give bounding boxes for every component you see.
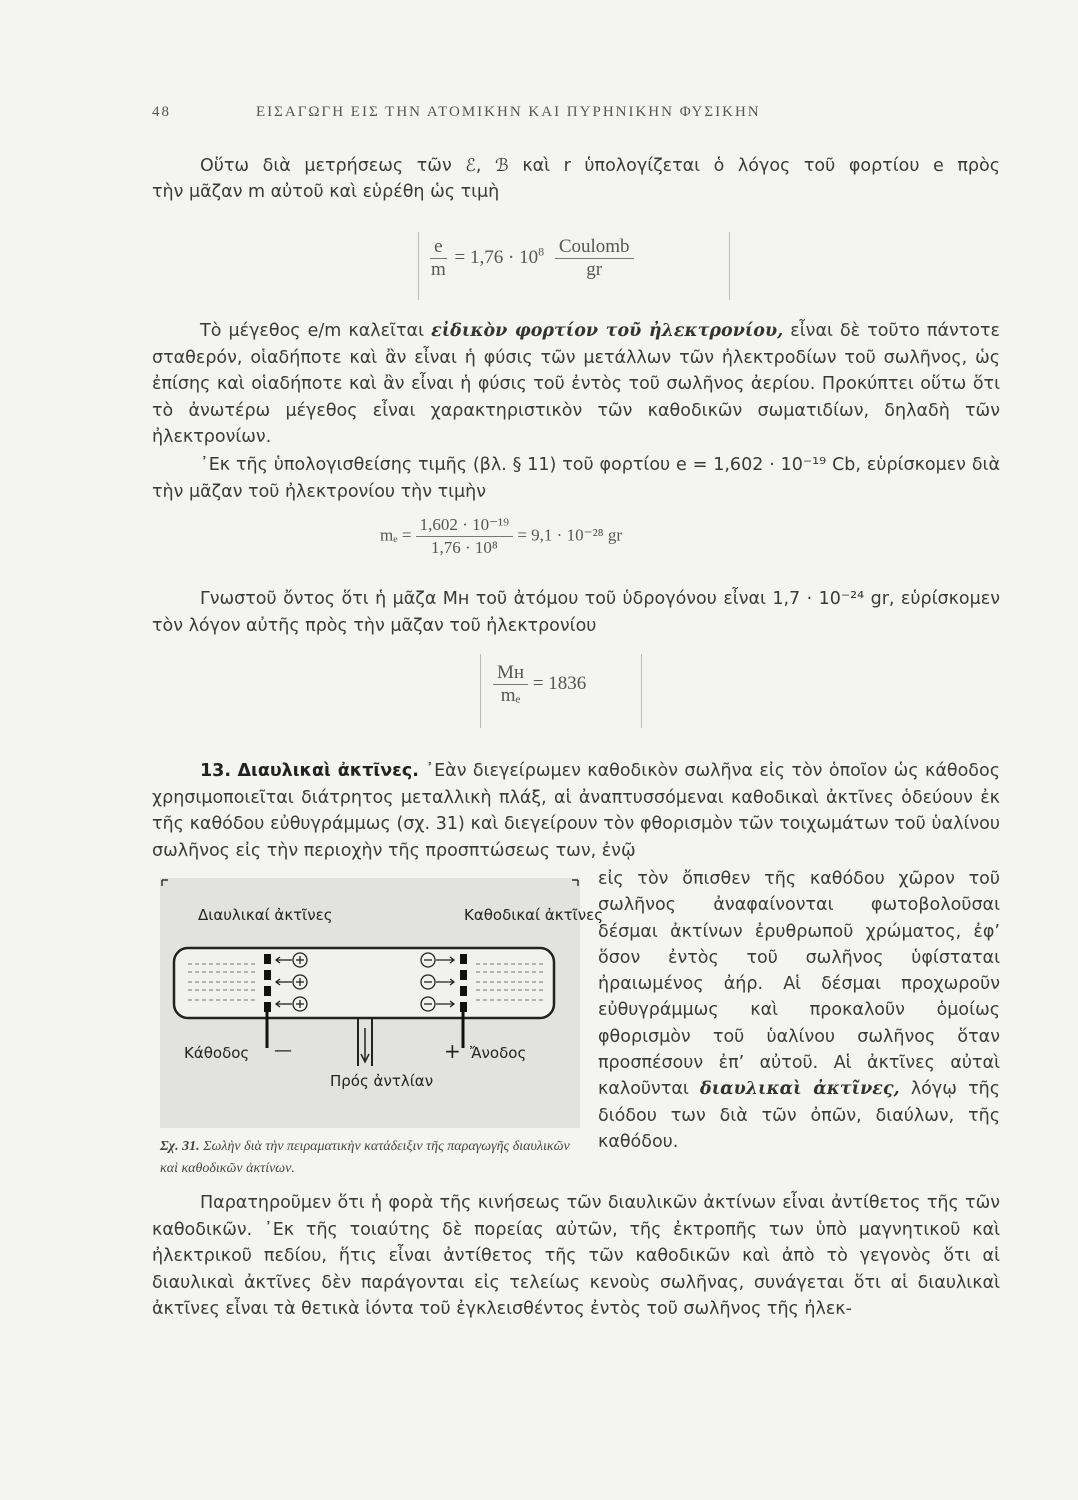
eq2-rhs: = 9,1 · 10⁻²⁸ gr [517, 525, 622, 545]
fraction-ratio [493, 662, 528, 707]
eq1-exp: 8 [538, 244, 545, 259]
eq3-num: Mн [493, 662, 528, 685]
para3: ᾿Εκ τῆς ὑπολογισθείσης τιμῆς (βλ. § 11) τοῦ φορτίου e = 1,602 · 10⁻¹⁹ Cb, εὑρίσκομεν διὰ τὴν μᾶζαν τοῦ ἠλεκτρονίου τὴν τιμὴν [152, 455, 1000, 502]
para1-line2: τὴν μᾶζαν m αὐτοῦ καὶ εὑρέθη ὡς τιμὴ [152, 182, 500, 202]
side-text-2: λόγῳ τῆς διόδου των διὰ τῶν ὀπῶν, διαύλων, τῆς καθόδου. [598, 1079, 1000, 1152]
tube-diagram [160, 878, 604, 1128]
caption-text: Σωλὴν διὰ τὴν πειραματικὴν κατάδειξιν τῆς παραγωγῆς διαυλικῶν καὶ καθοδικῶν ἀκτίνων. [160, 1139, 570, 1176]
section-13-end: Παρατηροῦμεν ὅτι ἡ φορὰ τῆς κινήσεως τῶν διαυλικῶν ἀκτίνων εἶναι ἀντίθετος τῆς τῶν καθοδικῶν. ᾿Εκ τῆς τοιαύτης δὲ πορείας αὐτῶν, τῆς ἐκτροπῆς των ὑπὸ μαγνητικοῦ καὶ ἠλεκτρικοῦ πεδίου, ἥτις εἶναι ἀντίθετος τῆς τῶν καθοδικῶν καὶ ἀπὸ τὸ γεγονὸς ὅτι αἱ διαυλικαὶ ἀκτῖνες δὲν παράγονται εἰς τελείως κενοὺς σωλῆνας, συνάγεται ὅτι αἱ διαυλικαὶ ἀκτῖνες εἶναι τὰ θετικὰ ἰόντα τοῦ ἐγκλεισθέντος ἐντὸς τοῦ σωλῆνος τῆς ἠλεκ- [152, 1193, 1000, 1319]
section-13-intro [152, 758, 1000, 864]
para4: Γνωστοῦ ὄντος ὅτι ἡ μᾶζα Mн τοῦ ἀτόμου τοῦ ὑδρογόνου εἶναι 1,7 · 10⁻²⁴ gr, εὑρίσκομεν τὸν λόγον αὐτῆς πρὸς τὴν μᾶζαν τοῦ ἠλεκτρονίου [152, 589, 1000, 636]
fraction-e-m [427, 236, 450, 281]
label-minus: — [274, 1040, 292, 1061]
section-heading: Διαυλικαὶ ἀκτῖνες. [237, 761, 419, 781]
figure-caption [160, 1136, 580, 1180]
figure-31 [160, 878, 604, 1128]
label-canal-rays-1: Διαυλικαί ἀκτῖνες [198, 906, 333, 924]
running-title: ΕΙΣΑΓΩΓΗ ΕΙΣ ΤΗΝ ΑΤΟΜΙΚΗΝ ΚΑΙ ΠΥΡΗΝΙΚΗΝ ΦΥΣΙΚΗΝ [256, 104, 761, 120]
eq1-num: e [430, 236, 446, 259]
para2-term: εἰδικὸν φορτίον τοῦ ἠλεκτρονίου, [431, 321, 784, 341]
section-text: ᾿Εὰν διεγείρωμεν καθοδικὸν σωλῆνα εἰς τὸν ὁποῖον ὡς κάθοδος χρησιμοποιεῖται διάτρητος μεταλλικὴ πλάξ, αἱ ἀναπτυσσόμεναι καθοδικαὶ ἀκτῖνες ὁδεύουν ἐκ τῆς καθόδου εὐθυγράμμως (σχ. 31) καὶ διεγείρουν τὸν φθορισμὸν τῶν τοιχωμάτων τοῦ ὑαλίνου σωλῆνος εἰς τὴν περιοχὴν τῆς προσπτώσεως των, ἐνῷ [152, 761, 1000, 861]
eq1-unit-den: gr [586, 259, 603, 280]
caption-number: Σχ. 31. [160, 1139, 200, 1154]
eq2-den: 1,76 · 10⁸ [430, 538, 498, 557]
page-number: 48 [152, 104, 171, 120]
section-13-side [598, 866, 1000, 1155]
equation-mass-ratio [480, 654, 642, 728]
section-number: 13. [200, 761, 232, 781]
fraction-mass [416, 514, 513, 559]
fraction-unit [555, 236, 634, 281]
para2 [152, 318, 1000, 451]
canal-rays-term: διαυλικαὶ ἀκτῖνες, [700, 1079, 900, 1100]
label-cathode-rays: Καθοδικαί ἀκτῖνες [464, 906, 604, 924]
eq2-lhs: mₑ = [380, 525, 412, 545]
equation-electron-mass [380, 514, 622, 559]
para2-rest: εἶναι δὲ τοῦτο πάντοτε σταθερόν, οἱαδήποτε καὶ ἂν εἶναι ἡ φύσις τῶν μετάλλων τῶν ἠλεκτροδίων τοῦ σωλῆνος, ὡς ἐπίσης καὶ οἱαδήποτε καὶ ἂν εἶναι ἡ φύσις τοῦ ἐντὸς τοῦ σωλῆνος ἀερίου. Προκύπτει οὕτω ὅτι τὸ ἀνωτέρω μέγεθος εἶναι χαρακτηριστικὸν τῶν καθοδικῶν σωματιδίων, δηλαδὴ τῶν ἠλεκτρονίων. [152, 321, 1000, 447]
eq1-value: = 1,76 · 10 [454, 246, 539, 268]
eq2-num: 1,602 · 10⁻¹⁹ [416, 514, 513, 537]
para2-lead: Τὸ μέγεθος e/m καλεῖται [200, 321, 432, 341]
para1-line1: Οὕτω διὰ μετρήσεως τῶν ℰ, ℬ καὶ r ὑπολογίζεται ὁ λόγος τοῦ φορτίου e πρὸς [200, 156, 1000, 176]
eq1-unit-num: Coulomb [555, 236, 634, 259]
eq3-rhs: = 1836 [532, 672, 587, 694]
eq1-den: m [431, 259, 446, 280]
eq3-den: mₑ [500, 685, 521, 706]
side-text: εἰς τὸν ὄπισθεν τῆς καθόδου χῶρον τοῦ σωλῆνος ἀναφαίνονται φωτοβολοῦσαι δέσμαι ἀκτίνων ἐρυθρωποῦ χρώματος, ἐφ’ ὅσον ἐντὸς τοῦ σωλῆνος ὑφίσταται ἠραιωμένος ἀήρ. Αἱ δέσμαι προχωροῦν εὐθυγράμμως καὶ προκαλοῦν ὁμοίως φθορισμὸν τοῦ ὑαλίνου σωλῆνος ὅταν προσπέσουν ἐπ’ αὐτοῦ. Αἱ ἀκτῖνες αὐταὶ καλοῦνται [598, 869, 1000, 1100]
label-cathode: Κάθοδος [184, 1044, 250, 1062]
equation-e-over-m [418, 232, 730, 300]
label-plus: + [444, 1039, 461, 1063]
label-anode: Ἄνοδος [470, 1044, 527, 1062]
glass-tube [174, 948, 554, 1018]
label-pump: Πρός ἀντλίαν [330, 1072, 434, 1090]
